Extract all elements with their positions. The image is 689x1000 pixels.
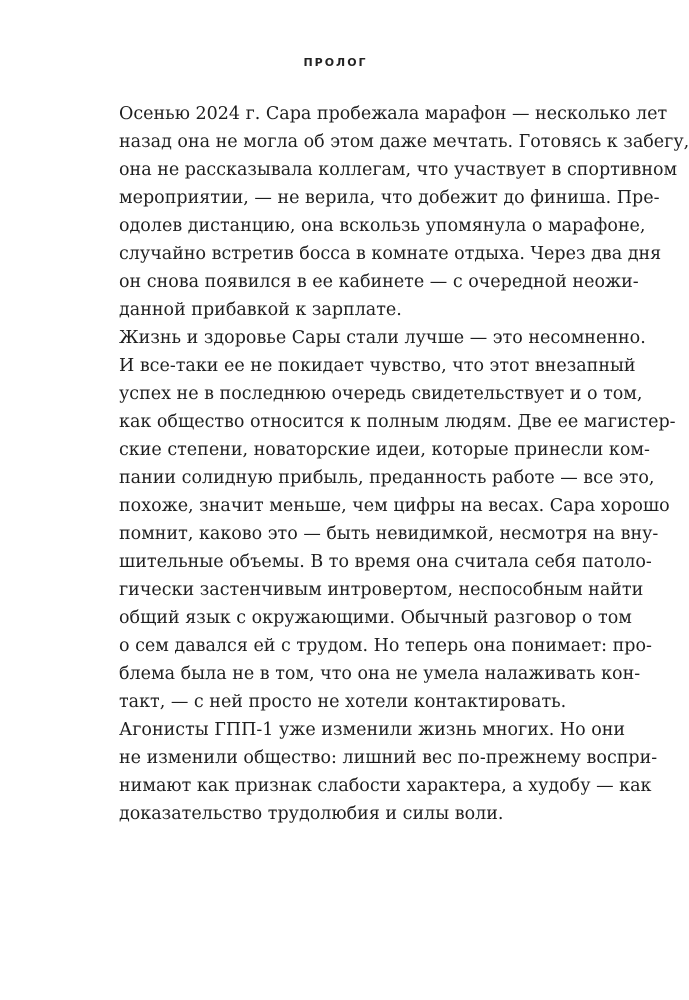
paragraph-2-line-8: помнит, каково это — быть невидимкой, несмотря на вну- — [119, 524, 659, 544]
body-text — [119, 100, 689, 828]
paragraph-3-line-2: не изменили общество: лишний вес по-прежнему воспри- — [119, 748, 658, 768]
paragraph-1-line-6: случайно встретив босса в комнате отдыха. Через два дня — [119, 244, 662, 264]
paragraph-2-line-14: такт, — с ней просто не хотели контактировать. — [119, 692, 567, 712]
paragraph-3-line-3: нимают как признак слабости характера, а худобу — как — [119, 776, 652, 796]
paragraph-2-line-3: успех не в последнюю очередь свидетельствует и о том, — [119, 384, 643, 404]
paragraph-2-line-1: Жизнь и здоровье Сары стали лучше — это несомненно. — [119, 328, 646, 348]
paragraph-2-line-7: похоже, значит меньше, чем цифры на весах. Сара хорошо — [119, 496, 670, 516]
paragraph-1-line-8: данной прибавкой к зарплате. — [119, 300, 402, 320]
paragraph-1-line-7: он снова появился в ее кабинете — с очередной неожи- — [119, 272, 639, 292]
paragraph-1-line-3: она не рассказывала коллегам, что участвует в спортивном — [119, 160, 678, 180]
paragraph-1-line-2: назад она не могла об этом даже мечтать. Готовясь к забегу, — [119, 132, 689, 152]
paragraph-1-line-1: Осенью 2024 г. Сара пробежала марафон — несколько лет — [119, 104, 668, 124]
paragraph-2-line-5: ские степени, новаторские идеи, которые принесли ком- — [119, 440, 650, 460]
paragraph-1-line-4: мероприятии, — не верила, что добежит до финиша. Пре- — [119, 188, 660, 208]
paragraph-2-line-9: шительные объемы. В то время она считала себя патоло- — [119, 552, 652, 572]
paragraph-2-line-13: блема была не в том, что она не умела налаживать кон- — [119, 664, 641, 684]
paragraph-3-line-4: доказательство трудолюбия и силы воли. — [119, 804, 504, 824]
paragraph-2-line-4: как общество относится к полным людям. Две ее магистер- — [119, 412, 676, 432]
paragraph-2-line-2: И все-таки ее не покидает чувство, что этот внезапный — [119, 356, 636, 376]
paragraph-2-line-10: гически застенчивым интровертом, неспособным найти — [119, 580, 644, 600]
paragraph-1-line-5: одолев дистанцию, она вскользь упомянула о марафоне, — [119, 216, 646, 236]
paragraph-2-line-12: о сем давался ей с трудом. Но теперь она понимает: про- — [119, 636, 652, 656]
running-head: ПРОЛОГ — [303, 56, 368, 69]
paragraph-3-line-1: Агонисты ГПП-1 уже изменили жизнь многих. Но они — [119, 720, 626, 740]
paragraph-2-line-6: пании солидную прибыль, преданность работе — все это, — [119, 468, 655, 488]
paragraph-2-line-11: общий язык с окружающими. Обычный разговор о том — [119, 608, 632, 628]
